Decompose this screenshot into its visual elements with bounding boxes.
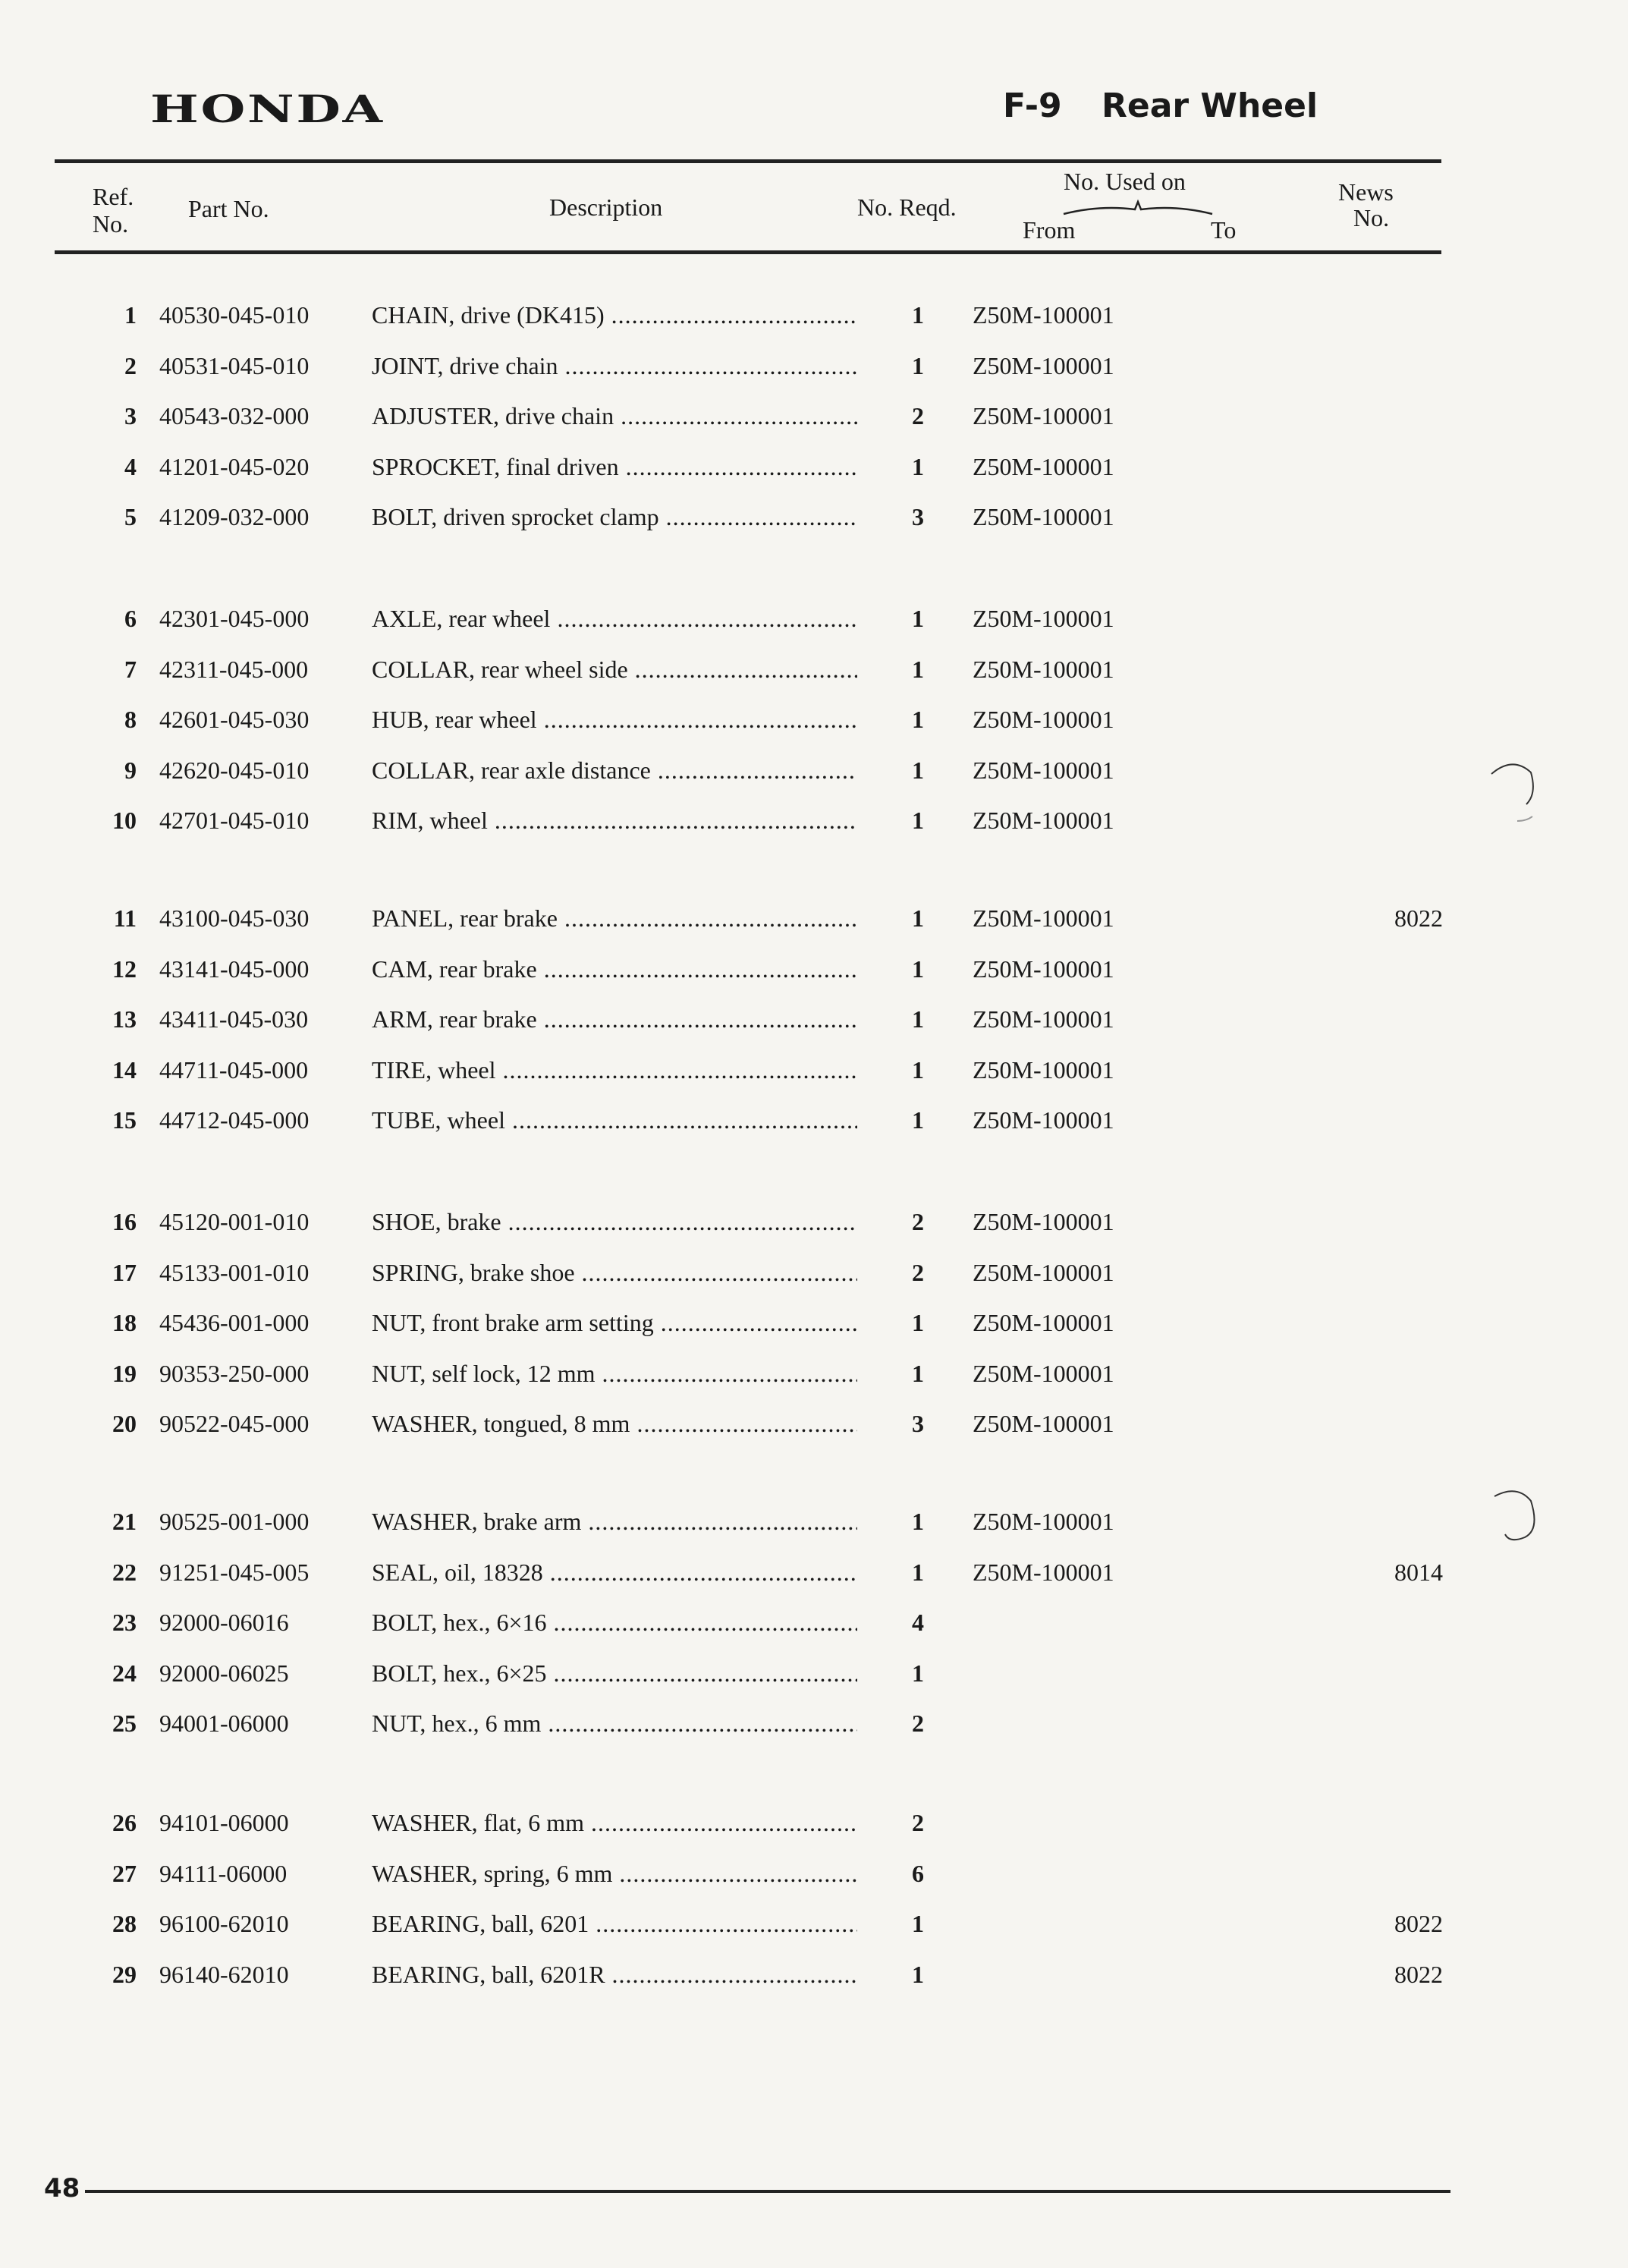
col-news-line1: News — [1338, 178, 1394, 206]
table-row — [0, 1557, 1628, 1587]
ref-cell: 20 — [112, 1410, 137, 1438]
quantity-cell: 1 — [912, 706, 924, 734]
table-row — [0, 300, 1628, 330]
quantity-cell: 1 — [912, 1005, 924, 1033]
table-row — [0, 1658, 1628, 1688]
description-cell: BOLT, hex., 6×25 ..... — [372, 1658, 857, 1688]
description-cell: ADJUSTER, drive chain ..... — [372, 401, 857, 431]
table-row — [0, 1908, 1628, 1939]
ref-cell: 6 — [124, 605, 137, 632]
description-cell: BEARING, ball, 6201 ..... — [372, 1908, 857, 1939]
section-title: Rear Wheel — [1102, 87, 1318, 125]
used-from-cell: Z50M-100001 — [973, 1055, 1114, 1084]
header-bottom-rule — [55, 250, 1441, 254]
table-row — [0, 1257, 1628, 1288]
quantity-cell: 1 — [912, 1558, 924, 1586]
used-from-cell: Z50M-100001 — [973, 1106, 1114, 1134]
quantity-cell: 2 — [912, 1710, 924, 1738]
part-number-cell: 41201-045-020 — [159, 452, 310, 480]
table-row — [0, 755, 1628, 785]
used-from-cell: Z50M-100001 — [973, 1208, 1114, 1235]
part-number-cell: 44711-045-000 — [159, 1055, 309, 1084]
ref-cell: 11 — [113, 904, 137, 932]
ref-cell: 13 — [112, 1005, 137, 1033]
ref-cell: 7 — [124, 655, 137, 683]
used-from-cell: Z50M-100001 — [973, 605, 1114, 632]
description-cell: COLLAR, rear wheel side ..... — [372, 654, 857, 684]
ref-cell: 18 — [112, 1309, 137, 1337]
ref-cell: 19 — [112, 1359, 137, 1387]
quantity-cell: 1 — [912, 1508, 924, 1535]
description-cell: NUT, front brake arm setting ..... — [372, 1307, 857, 1338]
part-number-cell: 40531-045-010 — [159, 351, 310, 379]
description-cell: WASHER, flat, 6 mm ..... — [372, 1807, 857, 1838]
page-number: 48 — [44, 2173, 80, 2204]
part-number-cell: 92000-06016 — [159, 1609, 289, 1637]
ref-cell: 3 — [124, 402, 137, 430]
table-row — [0, 805, 1628, 835]
description-cell: RIM, wheel ..... — [372, 805, 857, 835]
description-cell: CAM, rear brake ..... — [372, 954, 857, 984]
part-number-cell: 45436-001-000 — [159, 1309, 310, 1337]
used-from-cell: Z50M-100001 — [973, 904, 1114, 932]
part-number-cell: 40530-045-010 — [159, 301, 310, 329]
table-row — [0, 401, 1628, 431]
col-part-no: Part No. — [188, 195, 269, 222]
quantity-cell: 6 — [912, 1859, 924, 1887]
used-from-cell: Z50M-100001 — [973, 706, 1114, 734]
used-from-cell: Z50M-100001 — [973, 351, 1114, 379]
quantity-cell: 1 — [912, 1359, 924, 1387]
ref-cell: 17 — [112, 1258, 137, 1286]
table-row — [0, 1105, 1628, 1135]
ref-cell: 14 — [112, 1055, 137, 1084]
ref-cell: 10 — [112, 807, 137, 835]
part-number-cell: 42701-045-010 — [159, 807, 310, 835]
part-number-cell: 42601-045-030 — [159, 706, 310, 734]
table-row — [0, 1607, 1628, 1637]
brand-logo: HONDA — [150, 87, 385, 131]
table-row — [0, 451, 1628, 482]
ref-cell: 5 — [124, 503, 137, 531]
table-row — [0, 603, 1628, 634]
part-number-cell: 92000-06025 — [159, 1659, 289, 1687]
description-cell: SPRING, brake shoe ..... — [372, 1257, 857, 1288]
quantity-cell: 1 — [912, 1309, 924, 1337]
quantity-cell: 1 — [912, 301, 924, 329]
section-code: F-9 — [1003, 87, 1062, 125]
part-number-cell: 90525-001-000 — [159, 1508, 310, 1535]
table-row — [0, 903, 1628, 933]
ref-cell: 27 — [112, 1859, 137, 1887]
table-row — [0, 954, 1628, 984]
table-row — [0, 1004, 1628, 1034]
part-number-cell: 94101-06000 — [159, 1809, 289, 1836]
table-row — [0, 1206, 1628, 1237]
quantity-cell: 1 — [912, 1055, 924, 1084]
quantity-cell: 2 — [912, 402, 924, 430]
used-from-cell: Z50M-100001 — [973, 1005, 1114, 1033]
quantity-cell: 2 — [912, 1208, 924, 1235]
table-row — [0, 654, 1628, 684]
used-from-cell: Z50M-100001 — [973, 1258, 1114, 1286]
part-number-cell: 90522-045-000 — [159, 1410, 310, 1438]
part-number-cell: 43411-045-030 — [159, 1005, 309, 1033]
description-cell: SEAL, oil, 18328 ..... — [372, 1557, 857, 1587]
ref-cell: 28 — [112, 1910, 137, 1938]
table-row — [0, 1708, 1628, 1738]
quantity-cell: 1 — [912, 1106, 924, 1134]
description-cell: SHOE, brake ..... — [372, 1206, 857, 1237]
table-row — [0, 1358, 1628, 1389]
description-cell: AXLE, rear wheel ..... — [372, 603, 857, 634]
used-from-cell: Z50M-100001 — [973, 655, 1114, 683]
description-cell: HUB, rear wheel ..... — [372, 704, 857, 735]
used-from-cell: Z50M-100001 — [973, 301, 1114, 329]
part-number-cell: 43141-045-000 — [159, 955, 310, 983]
quantity-cell: 1 — [912, 605, 924, 632]
ref-cell: 4 — [124, 452, 137, 480]
description-cell: NUT, self lock, 12 mm ..... — [372, 1358, 857, 1389]
used-on-brace — [1062, 199, 1214, 219]
description-cell: TIRE, wheel ..... — [372, 1055, 857, 1085]
ref-cell: 26 — [112, 1809, 137, 1836]
description-cell: TUBE, wheel ..... — [372, 1105, 857, 1135]
col-no-reqd: No. Reqd. — [857, 193, 957, 221]
quantity-cell: 2 — [912, 1258, 924, 1286]
description-cell: BOLT, driven sprocket clamp ..... — [372, 502, 857, 532]
table-row — [0, 704, 1628, 735]
ref-cell: 8 — [124, 706, 137, 734]
description-cell: SPROCKET, final driven ..... — [372, 451, 857, 482]
part-number-cell: 94111-06000 — [159, 1859, 288, 1887]
col-to: To — [1211, 216, 1237, 244]
used-from-cell: Z50M-100001 — [973, 1309, 1114, 1337]
part-number-cell: 45120-001-010 — [159, 1208, 310, 1235]
table-row — [0, 1858, 1628, 1889]
col-news-line2: No. — [1353, 204, 1390, 231]
used-from-cell: Z50M-100001 — [973, 402, 1114, 430]
binder-hole-mark-lower — [1487, 1481, 1540, 1557]
table-row — [0, 1408, 1628, 1439]
used-from-cell: Z50M-100001 — [973, 955, 1114, 983]
table-row — [0, 1506, 1628, 1537]
part-number-cell: 44712-045-000 — [159, 1106, 310, 1134]
table-row — [0, 1055, 1628, 1085]
quantity-cell: 1 — [912, 955, 924, 983]
used-from-cell: Z50M-100001 — [973, 452, 1114, 480]
part-number-cell: 43100-045-030 — [159, 904, 310, 932]
ref-cell: 1 — [124, 301, 137, 329]
ref-cell: 9 — [124, 756, 137, 784]
quantity-cell: 1 — [912, 351, 924, 379]
description-cell: BEARING, ball, 6201R ..... — [372, 1959, 857, 1990]
ref-cell: 21 — [112, 1508, 137, 1535]
header-top-rule — [55, 159, 1441, 163]
part-number-cell: 90353-250-000 — [159, 1359, 310, 1387]
part-number-cell: 91251-045-005 — [159, 1558, 310, 1586]
part-number-cell: 42311-045-000 — [159, 655, 309, 683]
table-row — [0, 502, 1628, 532]
news-number-cell: 8022 — [1394, 904, 1443, 932]
description-cell: CHAIN, drive (DK415) ..... — [372, 300, 857, 330]
part-number-cell: 41209-032-000 — [159, 503, 310, 531]
part-number-cell: 96100-62010 — [159, 1910, 289, 1938]
description-cell: NUT, hex., 6 mm ..... — [372, 1708, 857, 1738]
quantity-cell: 1 — [912, 1659, 924, 1687]
used-from-cell: Z50M-100001 — [973, 1359, 1114, 1387]
col-ref-line2: No. — [93, 210, 129, 237]
ref-cell: 15 — [112, 1106, 137, 1134]
col-ref-line1: Ref. — [93, 183, 134, 210]
ref-cell: 16 — [112, 1208, 137, 1235]
quantity-cell: 1 — [912, 756, 924, 784]
part-number-cell: 40543-032-000 — [159, 402, 310, 430]
part-number-cell: 94001-06000 — [159, 1710, 289, 1738]
table-row — [0, 1959, 1628, 1990]
quantity-cell: 2 — [912, 1809, 924, 1836]
table-row — [0, 1807, 1628, 1838]
quantity-cell: 1 — [912, 1910, 924, 1938]
used-from-cell: Z50M-100001 — [973, 1410, 1114, 1438]
quantity-cell: 1 — [912, 904, 924, 932]
description-cell: WASHER, spring, 6 mm ..... — [372, 1858, 857, 1889]
col-description: Description — [549, 193, 663, 221]
description-cell: ARM, rear brake ..... — [372, 1004, 857, 1034]
description-cell: WASHER, brake arm ..... — [372, 1506, 857, 1537]
ref-cell: 25 — [112, 1710, 137, 1738]
used-from-cell: Z50M-100001 — [973, 1508, 1114, 1535]
part-number-cell: 45133-001-010 — [159, 1258, 310, 1286]
col-no-used-on: No. Used on — [1064, 168, 1186, 195]
ref-cell: 22 — [112, 1558, 137, 1586]
description-cell: BOLT, hex., 6×16 ..... — [372, 1607, 857, 1637]
table-row — [0, 351, 1628, 381]
news-number-cell: 8022 — [1394, 1960, 1443, 1988]
description-cell: WASHER, tongued, 8 mm ..... — [372, 1408, 857, 1439]
used-from-cell: Z50M-100001 — [973, 807, 1114, 835]
quantity-cell: 3 — [912, 503, 924, 531]
description-cell: COLLAR, rear axle distance ..... — [372, 755, 857, 785]
binder-hole-mark-upper — [1487, 756, 1540, 824]
ref-cell: 12 — [112, 955, 137, 983]
used-from-cell: Z50M-100001 — [973, 756, 1114, 784]
part-number-cell: 42620-045-010 — [159, 756, 310, 784]
footer-rule — [85, 2190, 1450, 2193]
table-row — [0, 1307, 1628, 1338]
used-from-cell: Z50M-100001 — [973, 503, 1114, 531]
quantity-cell: 1 — [912, 807, 924, 835]
news-number-cell: 8022 — [1394, 1910, 1443, 1938]
col-from: From — [1023, 216, 1076, 244]
description-cell: JOINT, drive chain ..... — [372, 351, 857, 381]
part-number-cell: 42301-045-000 — [159, 605, 310, 632]
news-number-cell: 8014 — [1394, 1558, 1443, 1586]
ref-cell: 29 — [112, 1960, 137, 1988]
quantity-cell: 1 — [912, 1960, 924, 1988]
description-cell: PANEL, rear brake ..... — [372, 903, 857, 933]
quantity-cell: 1 — [912, 655, 924, 683]
ref-cell: 2 — [124, 351, 137, 379]
used-from-cell: Z50M-100001 — [973, 1558, 1114, 1586]
part-number-cell: 96140-62010 — [159, 1960, 289, 1988]
quantity-cell: 1 — [912, 452, 924, 480]
quantity-cell: 4 — [912, 1609, 924, 1637]
ref-cell: 23 — [112, 1609, 137, 1637]
ref-cell: 24 — [112, 1659, 137, 1687]
quantity-cell: 3 — [912, 1410, 924, 1438]
